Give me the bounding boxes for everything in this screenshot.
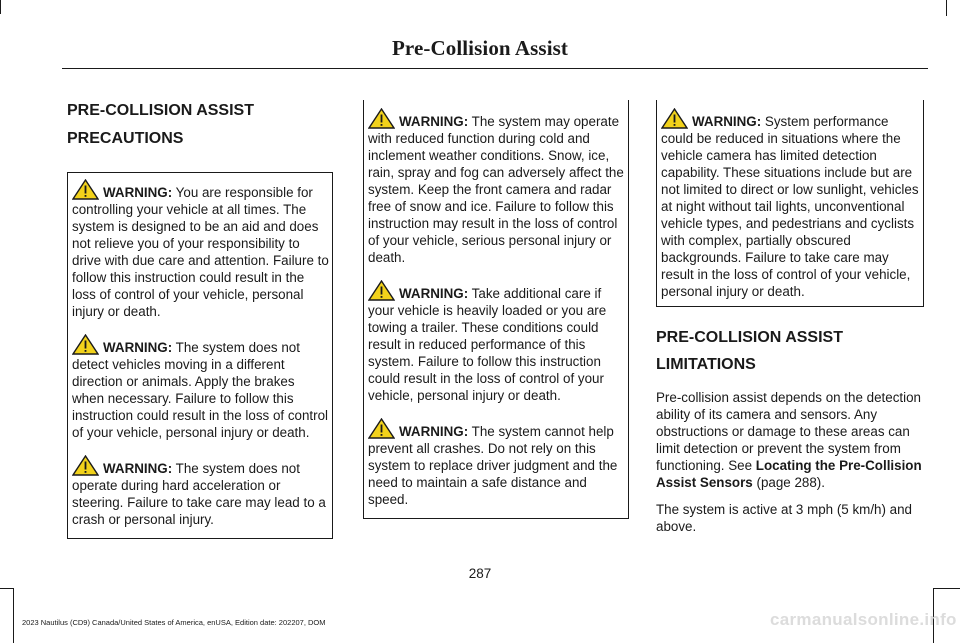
body-paragraph: The system is active at 3 mph (5 km/h) and above.: [656, 502, 913, 534]
column-2: [363, 100, 629, 519]
crop-mark: [946, 0, 947, 16]
section-heading: PRE-COLLISION ASSIST: [67, 102, 254, 119]
crop-mark: [0, 0, 1, 14]
warning-triangle-icon: [72, 334, 99, 355]
warning-block: [368, 108, 625, 266]
warning-triangle-icon: [368, 418, 395, 439]
warning-box: [363, 100, 629, 519]
warning-label: WARNING:: [103, 185, 173, 200]
page-reference: (page 288).: [752, 475, 825, 490]
page-title: Pre-Collision Assist: [391, 36, 569, 60]
warning-text: System performance could be reduced in situations where the vehicle camera has limited detection capability. These situations include but are not limited to direct or low sunlight, vehicles at night without tail lights, unconventional vehicle types, and pedestrians and cyclists with complex, partially obscured backgrounds. Failure to take care may result in the loss of control of your vehicle, personal injury or death.: [661, 114, 919, 299]
warning-label: WARNING:: [399, 424, 469, 439]
warning-text: The system does not operate during hard acceleration or steering. Failure to take care may lead to a crash or personal injury.: [72, 461, 326, 527]
watermark: carmanualsonline.info: [770, 610, 957, 629]
warning-triangle-icon: [72, 179, 99, 200]
crop-mark: [13, 588, 14, 643]
warning-triangle-icon: [661, 108, 688, 129]
warning-block: [368, 280, 625, 404]
column-3: [656, 100, 924, 545]
body-paragraph: [656, 389, 924, 491]
warning-label: WARNING:: [103, 461, 173, 476]
column-1: [67, 96, 333, 539]
section-heading: LIMITATIONS: [656, 356, 756, 373]
paragraph-text: Pre-collision assist depends on the detection ability of its camera and sensors. Any obstructions or damage to these areas can limit detection or prevent the system from functioning. See: [656, 390, 921, 473]
warning-block: [368, 418, 625, 508]
warning-label: WARNING:: [103, 340, 173, 355]
warning-text: The system does not detect vehicles moving in a different direction or animals. Apply the brakes when necessary. Failure to follow this instruction could result in the loss of control of your vehicle, personal injury or death.: [72, 340, 329, 440]
warning-label: WARNING:: [399, 286, 469, 301]
crop-mark: [0, 588, 13, 589]
warning-text: You are responsible for controlling your vehicle at all times. The system is designed to be an aid and does not relieve you of your responsibility to drive with due care and attention. Failure to follow this instruction could result in the loss of control of your vehicle, personal injury or death.: [72, 185, 329, 319]
cross-reference-link[interactable]: Locating the Pre-Collision Assist Sensors: [656, 458, 922, 490]
warning-triangle-icon: [368, 108, 395, 129]
warning-block: [72, 455, 329, 528]
warning-block: [72, 179, 329, 320]
warning-box: [67, 172, 333, 539]
warning-text: The system cannot help prevent all crashes. Do not rely on this system to replace driver judgment and the need to maintain a safe distance and speed.: [368, 424, 618, 507]
page-number: 287: [468, 566, 492, 581]
warning-text: Take additional care if your vehicle is heavily loaded or you are towing a trailer. These conditions could result in reduced performance of this system. Failure to follow this instruction could result in the loss of control of your vehicle, personal injury or death.: [368, 286, 607, 403]
warning-label: WARNING:: [692, 114, 762, 129]
warning-block: [661, 108, 920, 300]
warning-triangle-icon: [368, 280, 395, 301]
section-heading: PRE-COLLISION ASSIST: [656, 329, 843, 346]
header-rule: [62, 68, 928, 69]
footer-edition-info: 2023 Nautilus (CD9) Canada/United States of America, enUSA, Edition date: 202207, DOM: [22, 618, 326, 627]
crop-mark: [934, 588, 960, 589]
section-heading: PRECAUTIONS: [67, 130, 184, 147]
warning-label: WARNING:: [399, 114, 469, 129]
warning-text: The system may operate with reduced function during cold and inclement weather conditions. Snow, ice, rain, spray and fog can adversely affect the system. Keep the front camera and radar free of snow and ice. Failure to follow this instruction may result in the loss of control of your vehicle, serious personal injury or death.: [368, 114, 624, 265]
warning-block: [72, 334, 329, 441]
warning-triangle-icon: [72, 455, 99, 476]
warning-box: [656, 100, 924, 307]
